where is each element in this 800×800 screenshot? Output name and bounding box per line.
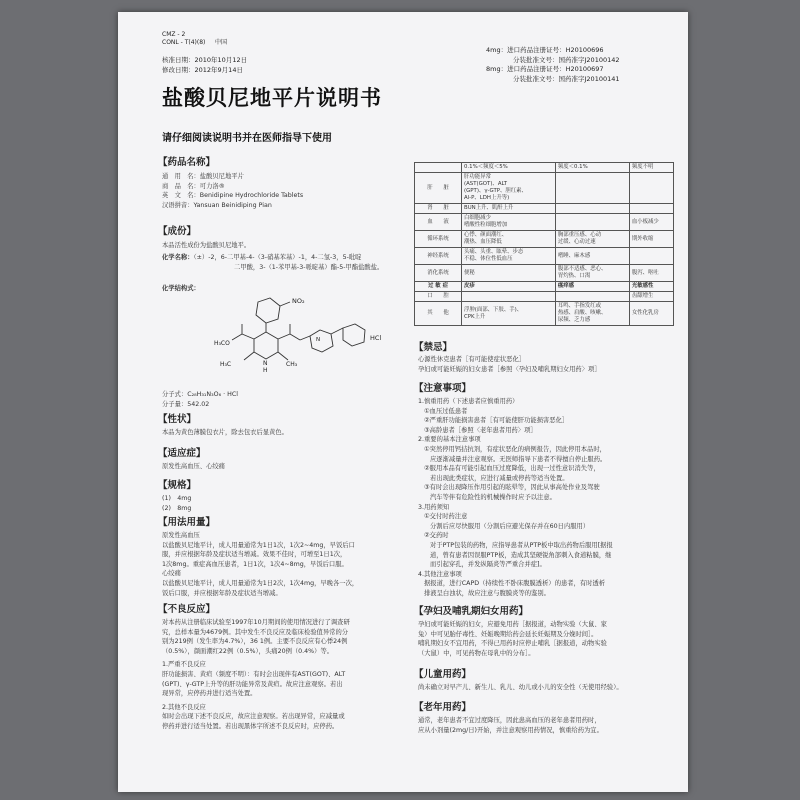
children-text: 尚未确立对早产儿、新生儿、乳儿、幼儿或小儿的安全性（无使用经验）。 — [418, 684, 623, 691]
table-header-cell: 0.1%＜频度＜5% — [462, 163, 556, 173]
adverse-line: 对本药从注册临床试验至1997年10月期间的使用情况进行了调查研 — [162, 619, 350, 626]
table-cell — [462, 292, 556, 302]
table-cell: BUN上升、肌酐上升 — [462, 204, 556, 214]
table-system-cell: 其 他 — [415, 302, 462, 326]
nh-h-label: H — [263, 367, 268, 374]
chem-line: （±）-2，6-二甲基-4-（3-硝基苯基）-1，4-二氢-3，5-吡啶 — [193, 254, 362, 261]
section-heading-elderly: 【 老年用药 】 — [414, 702, 471, 714]
name-line: 英 文 名：Benidipine Hydrochloride Tablets — [162, 192, 304, 200]
table-system-cell: 神经系统 — [415, 248, 462, 265]
molecular-weight: 分子量：542.02 — [162, 400, 210, 408]
page-title: 盐酸贝尼地平片说明书 — [162, 86, 382, 110]
drug-name-block — [162, 172, 303, 210]
table-cell: 浮肿(面部、下肢、手)、 CPK上升 — [462, 302, 556, 326]
section-heading-adverse: 【 不良反应 】 — [158, 604, 215, 616]
table-row — [415, 265, 674, 282]
code-line-2: CONL - T(4)(8) — [162, 39, 206, 46]
adverse-line: 停药并进行适当处置。若出现黑体字所述不良反应时，应停药。 — [162, 722, 339, 730]
molecular-formula: 分子式：C₂₈H₃₁N₃O₆ · HCl — [162, 391, 239, 398]
nh-n-label: N — [263, 360, 268, 367]
structure-label: 化学结构式： — [162, 285, 200, 292]
section-heading-precautions: 【 注意事项 】 — [414, 383, 471, 395]
adverse-table-body — [415, 163, 674, 326]
contraindication-block — [418, 355, 601, 374]
code-line-1: CMZ - 2 — [162, 31, 186, 38]
name-line: 商 品 名：可力洛® — [162, 182, 225, 190]
adverse-line: 1.严重不良反应 — [162, 661, 206, 669]
section-heading-indication: 【 适应症 】 — [158, 448, 206, 460]
name-line: 通 用 名：盐酸贝尼地平片 — [162, 173, 244, 180]
table-row — [415, 248, 674, 265]
registration-block — [486, 46, 620, 84]
table-system-cell: 过 敏 症 — [415, 282, 462, 292]
section-heading-composition: 【 成份 】 — [158, 226, 196, 238]
reg-line: 分装批准文号：国药准字J20100141 — [513, 74, 620, 83]
dosage-line: 饭后口服，并应根据年龄及症状适当增减。 — [162, 589, 282, 597]
header-dates — [162, 56, 247, 75]
nitrophenyl-ring — [256, 298, 280, 323]
adverse-line: (GPT)、γ-GTP上升等的肝功能异常及黄疸。故应注意观察。若出 — [162, 680, 343, 688]
table-system-cell: 消化系统 — [415, 265, 462, 282]
dosage-line: 原发性高血压 — [162, 532, 200, 539]
pregnancy-block — [418, 620, 607, 658]
spec-line: (2) 8mg — [162, 504, 192, 512]
section-heading-children: 【 儿童用药 】 — [414, 669, 471, 681]
precaution-line: 分割后应尽快服用（分割后应避光保存并在60日内服用） — [430, 522, 590, 530]
section-heading-name: 【 药品名称 】 — [158, 157, 215, 169]
contraindication-line: 心源性休克患者［有可能使症状恶化］ — [418, 356, 526, 363]
table-cell — [555, 204, 629, 214]
table-cell: 腹部不适感、恶心、 胃灼热、口渴 — [555, 265, 629, 282]
precaution-line: 1.慎重用药（下述患者应慎重用药） — [418, 398, 519, 405]
table-cell: 光敏感性 — [629, 282, 673, 292]
precaution-line: ①血压过低患者 — [424, 407, 468, 415]
precaution-line: 对于PTP包装的药物，应指导患者从PTP板中取出药物后服用[据报 — [430, 541, 613, 549]
name-line: 汉语拼音：Yansuan Beinidiping Pian — [162, 201, 272, 209]
approve-date: 核准日期：2010年10月12日 — [162, 56, 248, 64]
adverse-reaction-table — [414, 162, 674, 326]
precaution-line: ②服用本品有可能引起血压过度降低，出现一过性意识消失等， — [424, 465, 600, 473]
adverse-line: 现异常，应停药并进行适当处置。 — [162, 690, 257, 698]
table-cell: 女性化乳房 — [629, 302, 673, 326]
precaution-line: ③高龄患者［参照〈老年患者用药〉项］ — [424, 426, 537, 434]
precaution-line: 据报道，进行CAPD（持续性不卧床腹膜透析）的患者，有时透析 — [424, 580, 606, 588]
table-cell — [629, 204, 673, 214]
reg-line: 8mg：进口药品注册证号：H20100697 — [486, 65, 604, 73]
table-cell — [555, 173, 629, 204]
table-row — [415, 302, 674, 326]
dosage-line: 服，并应根据年龄及症状适当增减。效果不佳时，可增至1日1次， — [162, 551, 347, 559]
elderly-line: 应从小剂量(2mg/日)开始，并注意观察用药情况，慎重给药为宜。 — [418, 726, 603, 734]
section-heading-contraindication: 【 禁忌 】 — [414, 342, 452, 354]
precaution-line: 应逐渐减量并注意观察。无医师指导下患者不得擅自停止服药。 — [430, 455, 607, 463]
table-row — [415, 292, 674, 302]
precaution-line: 若出现此类症状，应进行减量或停药等适当处置。 — [430, 474, 569, 482]
precaution-line: 4.其他注意事项 — [418, 570, 462, 578]
chem-line: 二甲酸，3-（1-苯甲基-3-哌啶基）酯-5-甲酯盐酸盐。 — [234, 263, 384, 271]
precaution-line: 3.用药须知 — [418, 503, 450, 511]
table-system-cell: 循环系统 — [415, 231, 462, 248]
spec-line: (1) 4mg — [162, 495, 192, 502]
table-header-cell — [415, 163, 462, 173]
table-cell: 齿龈增生 — [629, 292, 673, 302]
precaution-line: ①突然停用钙拮抗剂，有症状恶化的病例报告，因此停用本品时， — [424, 445, 606, 453]
table-cell: 瘙痒感 — [555, 282, 629, 292]
dosage-line: 以盐酸贝尼地平计，成人用量通常为1日2次，1次4mg，早晚各一次， — [162, 579, 359, 587]
table-cell: 嗜睡、麻木感 — [555, 248, 629, 265]
table-cell — [629, 173, 673, 204]
table-header-cell: 频度＜0.1% — [555, 163, 629, 173]
table-row — [415, 214, 674, 231]
table-row — [415, 173, 674, 204]
table-cell — [555, 214, 629, 231]
table-row — [415, 204, 674, 214]
section-heading-spec: 【 规格 】 — [158, 480, 196, 492]
hcl-label: HCl — [370, 334, 382, 342]
dihydropyridine-ring — [254, 332, 278, 359]
table-cell: 肝功能异常 (AST(GOT)、ALT (GPT)、γ-GTP、胆红素、 Al-P、LDH上升等) — [462, 173, 556, 204]
contraindication-line: 孕妇或可能妊娠的妇女患者［参照〈孕妇及哺乳期妇女用药〉项］ — [418, 365, 601, 373]
table-cell: 心悸、颜面潮红、 潮热、血压降低 — [462, 231, 556, 248]
precaution-line: ③有时会出现降压作用引起的眩晕等，因此从事高处作业及驾驶 — [424, 484, 600, 492]
precaution-line: 而引起穿孔，并发纵隔炎等严重合并症]。 — [430, 561, 546, 569]
table-header-cell: 频度不明 — [629, 163, 673, 173]
page-subtitle: 请仔细阅读说明书并在医师指导下使用 — [162, 133, 332, 144]
elderly-block — [418, 716, 603, 735]
precaution-line: 排液呈白浊状，故应注意与腹膜炎等的鉴别。 — [424, 589, 550, 597]
table-cell: 耳鸣、手指发红或 热感、肩酸、咳嗽、 尿频、乏力感 — [555, 302, 629, 326]
section-heading-dosage: 【 用法用量 】 — [158, 517, 215, 529]
elderly-line: 通常，老年患者不宜过度降压，因此患高血压的老年患者用药时， — [418, 717, 601, 724]
table-cell: 血小板减少 — [629, 214, 673, 231]
precaution-line: ②交药时 — [424, 532, 449, 540]
precaution-line: 2.重要的基本注意事项 — [418, 436, 481, 444]
table-cell: 胸部重压感、心动 过缓、心动过速 — [555, 231, 629, 248]
precautions-block — [418, 397, 613, 598]
precaution-line: 道，曾有患者因误服PTP板，造成其坚硬锐角部刺入食道粘膜，继 — [430, 551, 612, 559]
table-header-row — [415, 163, 674, 173]
pregnancy-line: 哺乳期妇女不宜用药，不得已用药时应停止哺乳［据报道，动物实验 — [418, 640, 607, 648]
adverse-line: 别为219例（发生率为4.7%），36 1例。主要不良反应有心悸24例 — [162, 638, 348, 646]
adverse-line: 2.其他不良反应 — [162, 703, 206, 711]
section-heading-character: 【 性状 】 — [158, 414, 196, 426]
chemical-structure-diagram — [198, 294, 388, 374]
pregnancy-line: 孕妇或可能妊娠的妇女，应避免用药［据报道，动物实验（大鼠、家 — [418, 621, 607, 628]
table-cell: 白细胞减少 嗜酸性粒细胞增加 — [462, 214, 556, 231]
chemical-name-block — [162, 253, 383, 272]
adverse-line: 如时会出现下述不良反应，故应注意观察。若出现异常，应减量或 — [162, 713, 345, 721]
nitro-label: NO₂ — [292, 297, 305, 305]
table-cell: 期外收缩 — [629, 231, 673, 248]
methoxy-label: H₃CO — [214, 340, 230, 347]
precaution-line: ②严重肝功能损害患者［有可能使肝功能损害恶化］ — [424, 417, 569, 425]
table-row — [415, 231, 674, 248]
dosage-block — [162, 531, 358, 598]
section-heading-pregnancy: 【 孕妇及哺乳期妇女用药 】 — [414, 606, 528, 618]
chem-name-label: 化学名称： — [162, 254, 194, 261]
pregnancy-line: 兔）中可见胎仔毒性、妊娠晚期给药会延长妊娠期及分娩时间］。 — [418, 630, 598, 638]
dosage-line: 以盐酸贝尼地平计，成人用量通常为1日1次，1次2~4mg，早饭后口 — [162, 541, 355, 549]
table-cell: 便秘 — [462, 265, 556, 282]
package-insert-sheet — [118, 12, 688, 792]
character-text: 本品为黄色薄膜包衣片，除去包衣后显黄色。 — [162, 429, 288, 436]
precaution-line: 汽车等伴有危险性的机械操作时应予以注意。 — [430, 493, 556, 501]
precaution-line: ①交付时药注意 — [424, 513, 468, 521]
piperidine-n-label: N — [316, 337, 321, 343]
table-cell: 腹泻、呕吐 — [629, 265, 673, 282]
table-system-cell: 口 腔 — [415, 292, 462, 302]
spec-block — [162, 494, 191, 513]
pregnancy-line: （大鼠）中，可见药物在母乳中的分布］。 — [418, 649, 535, 657]
table-system-cell: 血 液 — [415, 214, 462, 231]
dosage-line: 1次8mg。重症高血压患者，1日1次，1次4~8mg，早饭后口服。 — [162, 560, 348, 568]
table-row — [415, 282, 674, 292]
piperidine-ring — [310, 330, 333, 352]
table-cell — [555, 292, 629, 302]
formula-block — [162, 390, 238, 409]
header-codes — [162, 31, 227, 47]
revise-date: 修改日期：2012年9月14日 — [162, 65, 243, 74]
composition-intro: 本品活性成份为盐酸贝尼地平。 — [162, 242, 251, 249]
reg-line: 分装批准文号：国药准字J20100142 — [513, 55, 620, 64]
adverse-line: 究，总样本量为4679例。其中发生不良反应及临床检验值异常的分 — [162, 628, 349, 636]
adverse-line: （0.5%），颜面潮红22例（0.5%），头痛20例（0.4%）等。 — [162, 647, 334, 655]
methyl-right-label: CH₃ — [286, 361, 298, 368]
table-system-cell: 肾 脏 — [415, 204, 462, 214]
dosage-line: 心绞痛 — [162, 570, 181, 578]
table-cell: 头痛、头重、眩晕、步态 不稳、体位性低血压 — [462, 248, 556, 265]
adverse-block — [162, 618, 350, 732]
table-cell — [629, 248, 673, 265]
benzyl-ring — [343, 324, 365, 346]
reg-line: 4mg：进口药品注册证号：H20100696 — [486, 46, 604, 54]
adverse-line: 肝功能损害、黄疸（频度不明）：有时会出现伴有AST(GOT)、ALT — [162, 670, 346, 678]
table-cell: 皮疹 — [462, 282, 556, 292]
table-system-cell: 肝 脏 — [415, 173, 462, 204]
country-label: 中国 — [214, 39, 227, 46]
indication-text: 原发性高血压、心绞痛 — [162, 463, 225, 470]
methyl-left-label: H₃C — [220, 361, 232, 368]
